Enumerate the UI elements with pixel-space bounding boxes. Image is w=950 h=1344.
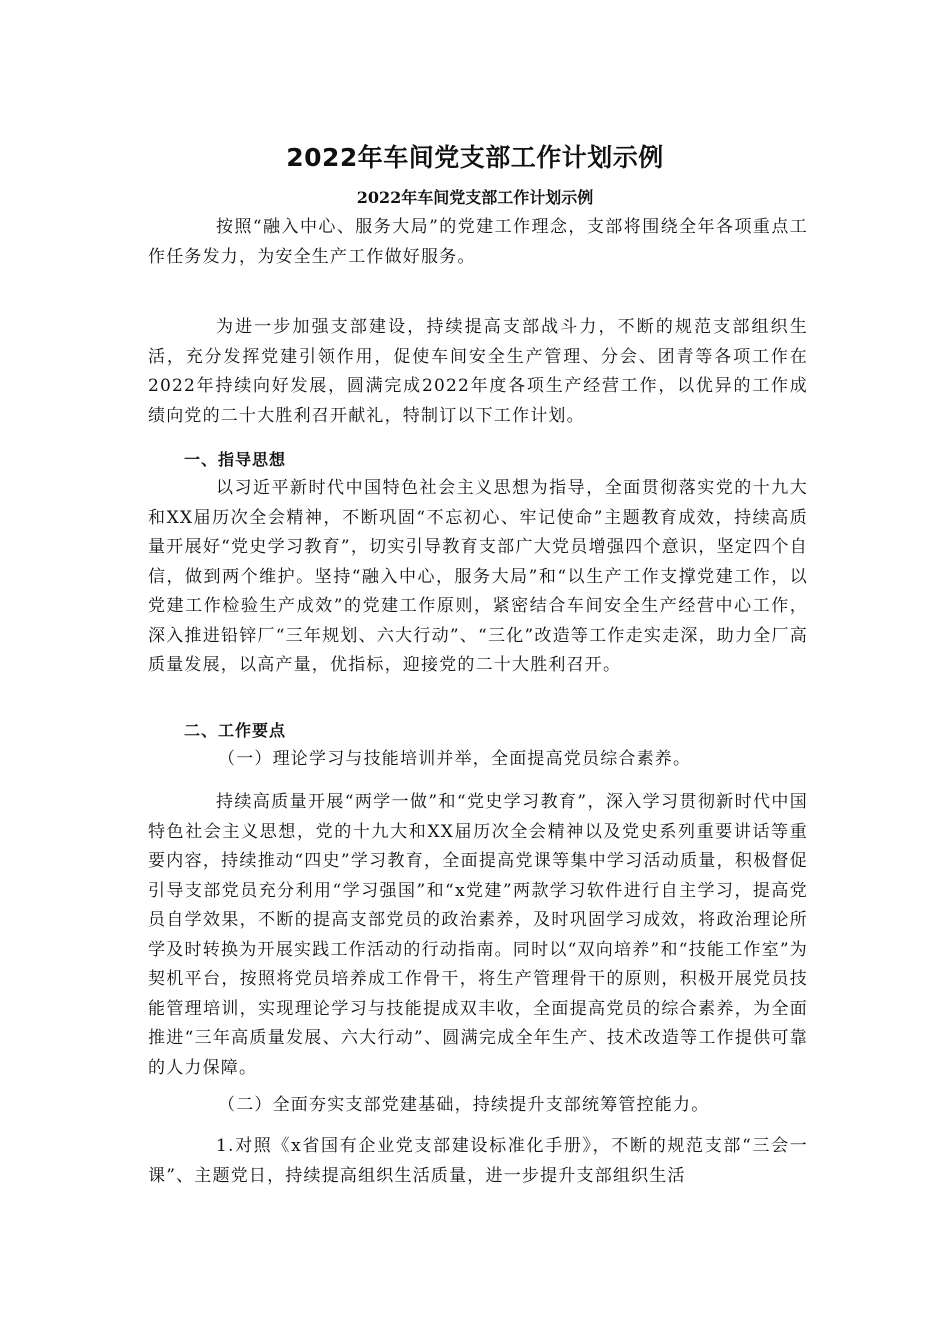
section-heading-work-points: 二、工作要点 (184, 721, 287, 740)
document-title: 2022年车间党支部工作计划示例 (286, 143, 664, 172)
guiding-ideology-paragraph: 以习近平新时代中国特色社会主义思想为指导，全面贯彻落实党的十九大和XX届历次全会精神，不断巩固“不忘初心、牢记使命”主题教育成效，持续高质量开展好“党史学习教育”，切实引导教育支部广大党员增强四个意识，坚定四个自信，做到两个维护。坚持“融入中心，服务大局”和“以生产工作支撑党建工作，以党建工作检验生产成效”的党建工作原则，紧密结合车间安全生产经营中心工作，深入推进铅锌厂“三年规划、六大行动”、“三化”改造等工作走实走深，助力全厂高质量发展，以高产量，优指标，迎接党的二十大胜利召开。 (148, 478, 808, 675)
intro-paragraph: 按照“融入中心、服务大局”的党建工作理念，支部将围绕全年各项重点工作任务发力，为安全生产工作做好服务。 (148, 217, 808, 267)
work-point-2-title: （二）全面夯实支部党建基础，持续提升支部统筹管控能力。 (218, 1095, 710, 1115)
section-heading-guiding-ideology: 一、指导思想 (184, 450, 287, 469)
purpose-paragraph: 为进一步加强支部建设，持续提高支部战斗力，不断的规范支部组织生活，充分发挥党建引领作用，促使车间安全生产管理、分会、团青等各项工作在2022年持续向好发展，圆满完成2022年度各项生产经营工作，以优异的工作成绩向党的二十大胜利召开献礼，特制订以下工作计划。 (148, 317, 808, 426)
document-subtitle: 2022年车间党支部工作计划示例 (356, 188, 594, 207)
work-point-1-paragraph: 持续高质量开展“两学一做”和“党史学习教育”，深入学习贯彻新时代中国特色社会主义思想，党的十九大和XX届历次全会精神以及党史系列重要讲话等重要内容，持续推动“四史”学习教育，全面提高党课等集中学习活动质量，积极督促引导支部党员充分利用“学习强国”和“x党建”两款学习软件进行自主学习，提高党员自学效果，不断的提高支部党员的政治素养，及时巩固学习成效，将政治理论所学及时转换为开展实践工作活动的行动指南。同时以“双向培养”和“技能工作室”为契机平台，按照将党员培养成工作骨干，将生产管理骨干的原则，积极开展党员技能管理培训，实现理论学习与技能提成双丰收，全面提高党员的综合素养，为全面推进“三年高质量发展、六大行动”、圆满完成全年生产、技术改造等工作提供可靠的人力保障。 (148, 792, 808, 1078)
work-point-1-title: （一）理论学习与技能培训并举，全面提高党员综合素养。 (218, 749, 692, 769)
work-point-2-item-1: 1.对照《x省国有企业党支部建设标准化手册》，不断的规范支部“三会一课”、主题党日，持续提高组织生活质量，进一步提升支部组织生活 (148, 1136, 808, 1186)
